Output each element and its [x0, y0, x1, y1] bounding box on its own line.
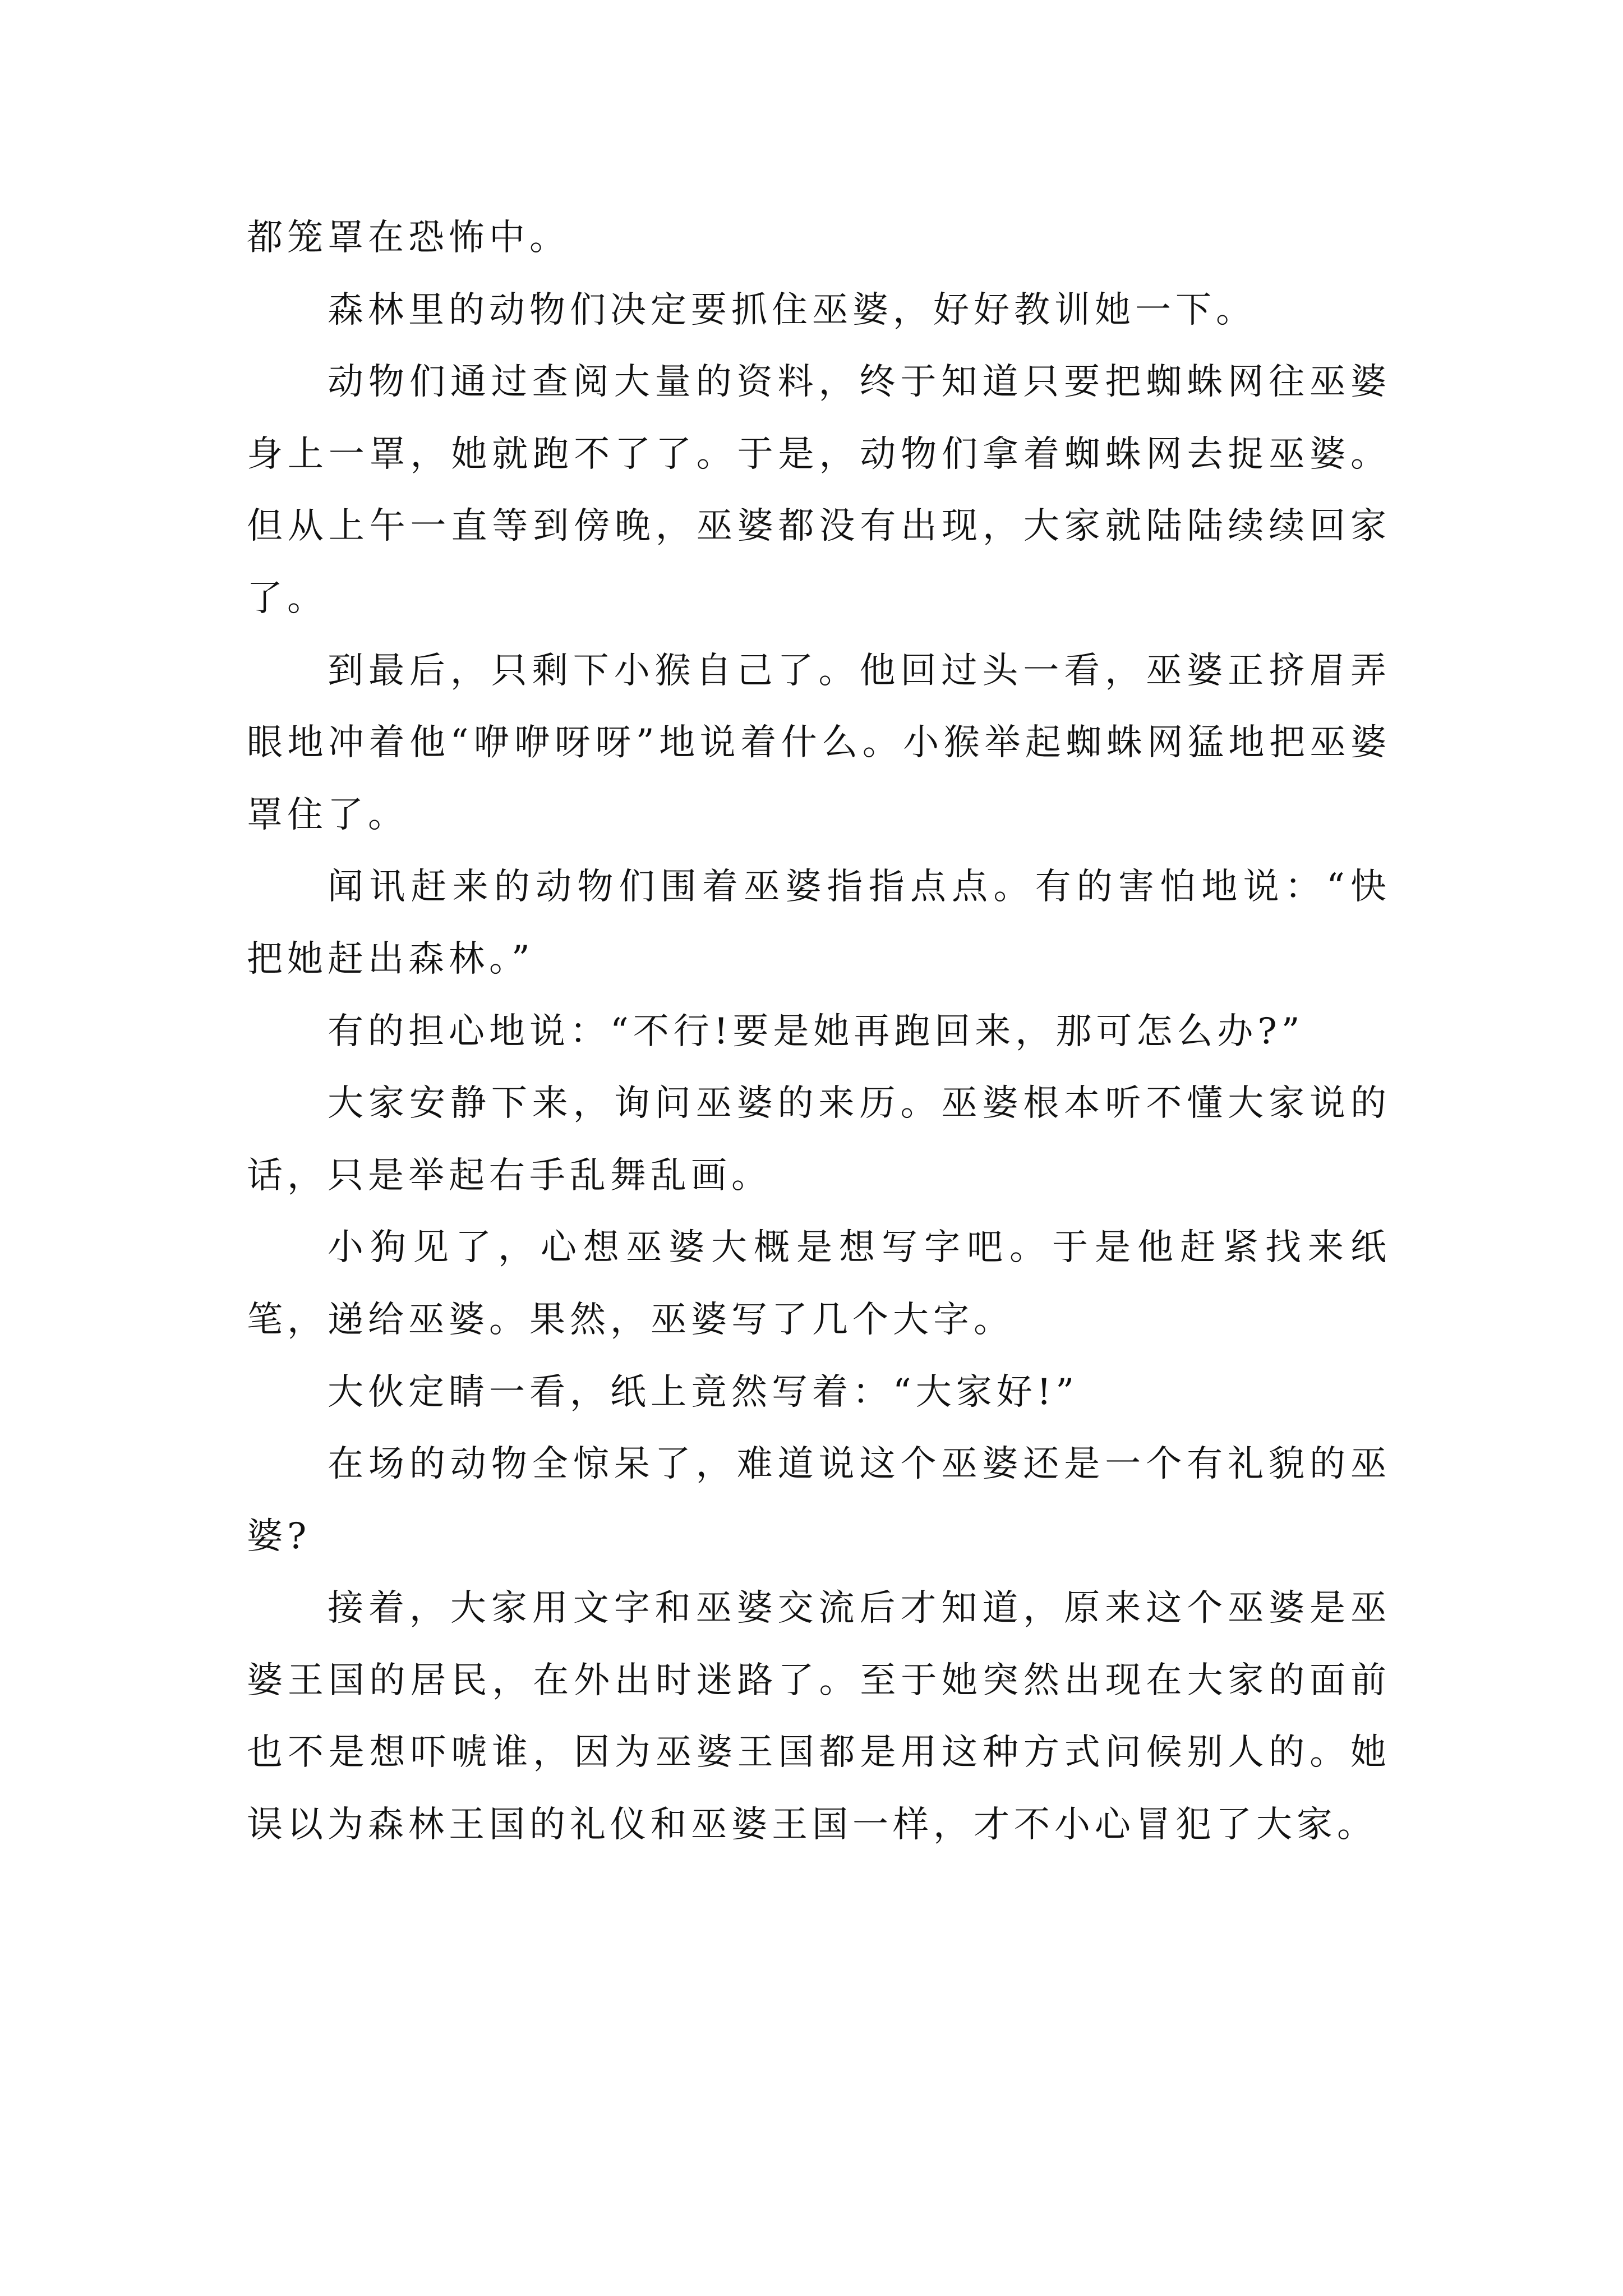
- paragraph-2: 森林里的动物们决定要抓住巫婆，好好教训她一下。: [328, 289, 1256, 331]
- paragraph-11: 接着，大家用文字和巫婆交流后才知道，原来这个巫婆是巫婆王国的居民，在外出时迷路了。至于她突然出现在大家的面前也不是想吓唬谁，因为巫婆王国都是用这种方式问候别人的。她误以为森林王国的礼仪和巫婆王国一样，才不小心冒犯了大家。: [247, 1588, 1391, 1846]
- paragraph-10: 在场的动物全惊呆了，难道说这个巫婆还是一个有礼貌的巫婆?: [247, 1443, 1391, 1557]
- paragraph-5: 闻讯赶来的动物们围着巫婆指指点点。有的害怕地说：“快把她赶出森林。”: [247, 866, 1391, 980]
- paragraph-6: 有的担心地说：“不行!要是她再跑回来，那可怎么办?”: [328, 1010, 1304, 1052]
- paragraph-3: 动物们通过查阅大量的资料，终于知道只要把蜘蛛网往巫婆身上一罩，她就跑不了了。于是，动物们拿着蜘蛛网去捉巫婆。但从上午一直等到傍晚，巫婆都没有出现，大家就陆陆续续回家了。: [247, 361, 1391, 619]
- paragraph-4: 到最后，只剩下小猴自己了。他回过头一看，巫婆正挤眉弄眼地冲着他“咿咿呀呀”地说着什么。小猴举起蜘蛛网猛地把巫婆罩住了。: [247, 650, 1391, 836]
- paragraph-9: 大伙定睛一看，纸上竟然写着：“大家好!”: [328, 1371, 1079, 1413]
- paragraph-7: 大家安静下来，询问巫婆的来历。巫婆根本听不懂大家说的话，只是举起右手乱舞乱画。: [247, 1083, 1391, 1197]
- paragraph-8: 小狗见了，心想巫婆大概是想写字吧。于是他赶紧找来纸笔，递给巫婆。果然，巫婆写了几个大字。: [247, 1227, 1391, 1341]
- document-body: [247, 202, 1391, 1861]
- paragraph-1: 都笼罩在恐怖中。: [247, 217, 570, 259]
